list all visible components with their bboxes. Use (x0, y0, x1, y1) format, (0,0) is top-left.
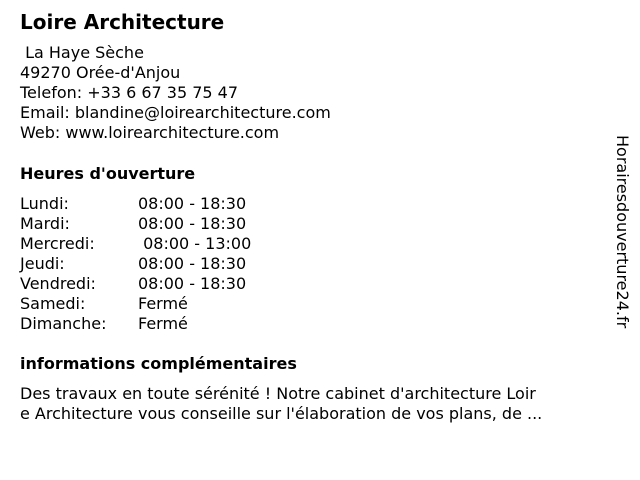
hours-row-monday (20, 194, 251, 214)
hours-heading: Heures d'ouverture (20, 164, 196, 183)
description (20, 384, 590, 424)
time-value: Fermé (138, 314, 188, 333)
day-label: Jeudi: (20, 254, 65, 273)
hours-row-wednesday (20, 234, 251, 254)
time-value: 08:00 - 18:30 (138, 274, 247, 293)
hours-row-friday (20, 274, 251, 294)
description-line: Des travaux en toute sérénité ! Notre cabinet d'architecture Loir (20, 384, 536, 403)
time-value: 08:00 - 18:30 (138, 214, 247, 233)
address-line-city: 49270 Orée-d'Anjou (20, 63, 181, 82)
web-line: Web: www.loirearchitecture.com (20, 123, 280, 142)
time-value: 08:00 - 18:30 (138, 194, 247, 213)
business-name: Loire Architecture (20, 10, 225, 34)
contact-block (20, 43, 331, 143)
hours-table (20, 194, 251, 334)
hours-row-saturday (20, 294, 251, 314)
time-value: Fermé (138, 294, 188, 313)
day-label: Mardi: (20, 214, 70, 233)
day-label: Dimanche: (20, 314, 107, 333)
day-label: Lundi: (20, 194, 69, 213)
day-label: Vendredi: (20, 274, 96, 293)
hours-row-tuesday (20, 214, 251, 234)
hours-row-sunday (20, 314, 251, 334)
phone-line: Telefon: +33 6 67 35 75 47 (20, 83, 239, 102)
address-line-street: La Haye Sèche (20, 43, 144, 62)
time-value: 08:00 - 13:00 (138, 234, 252, 253)
site-watermark: Horairesdouverture24.fr (613, 135, 632, 329)
time-value: 08:00 - 18:30 (138, 254, 247, 273)
description-line: e Architecture vous conseille sur l'élaboration de vos plans, de ... (20, 404, 543, 423)
day-label: Samedi: (20, 294, 86, 313)
email-line: Email: blandine@loirearchitecture.com (20, 103, 331, 122)
day-label: Mercredi: (20, 234, 95, 253)
hours-row-thursday (20, 254, 251, 274)
info-heading: informations complémentaires (20, 354, 297, 373)
